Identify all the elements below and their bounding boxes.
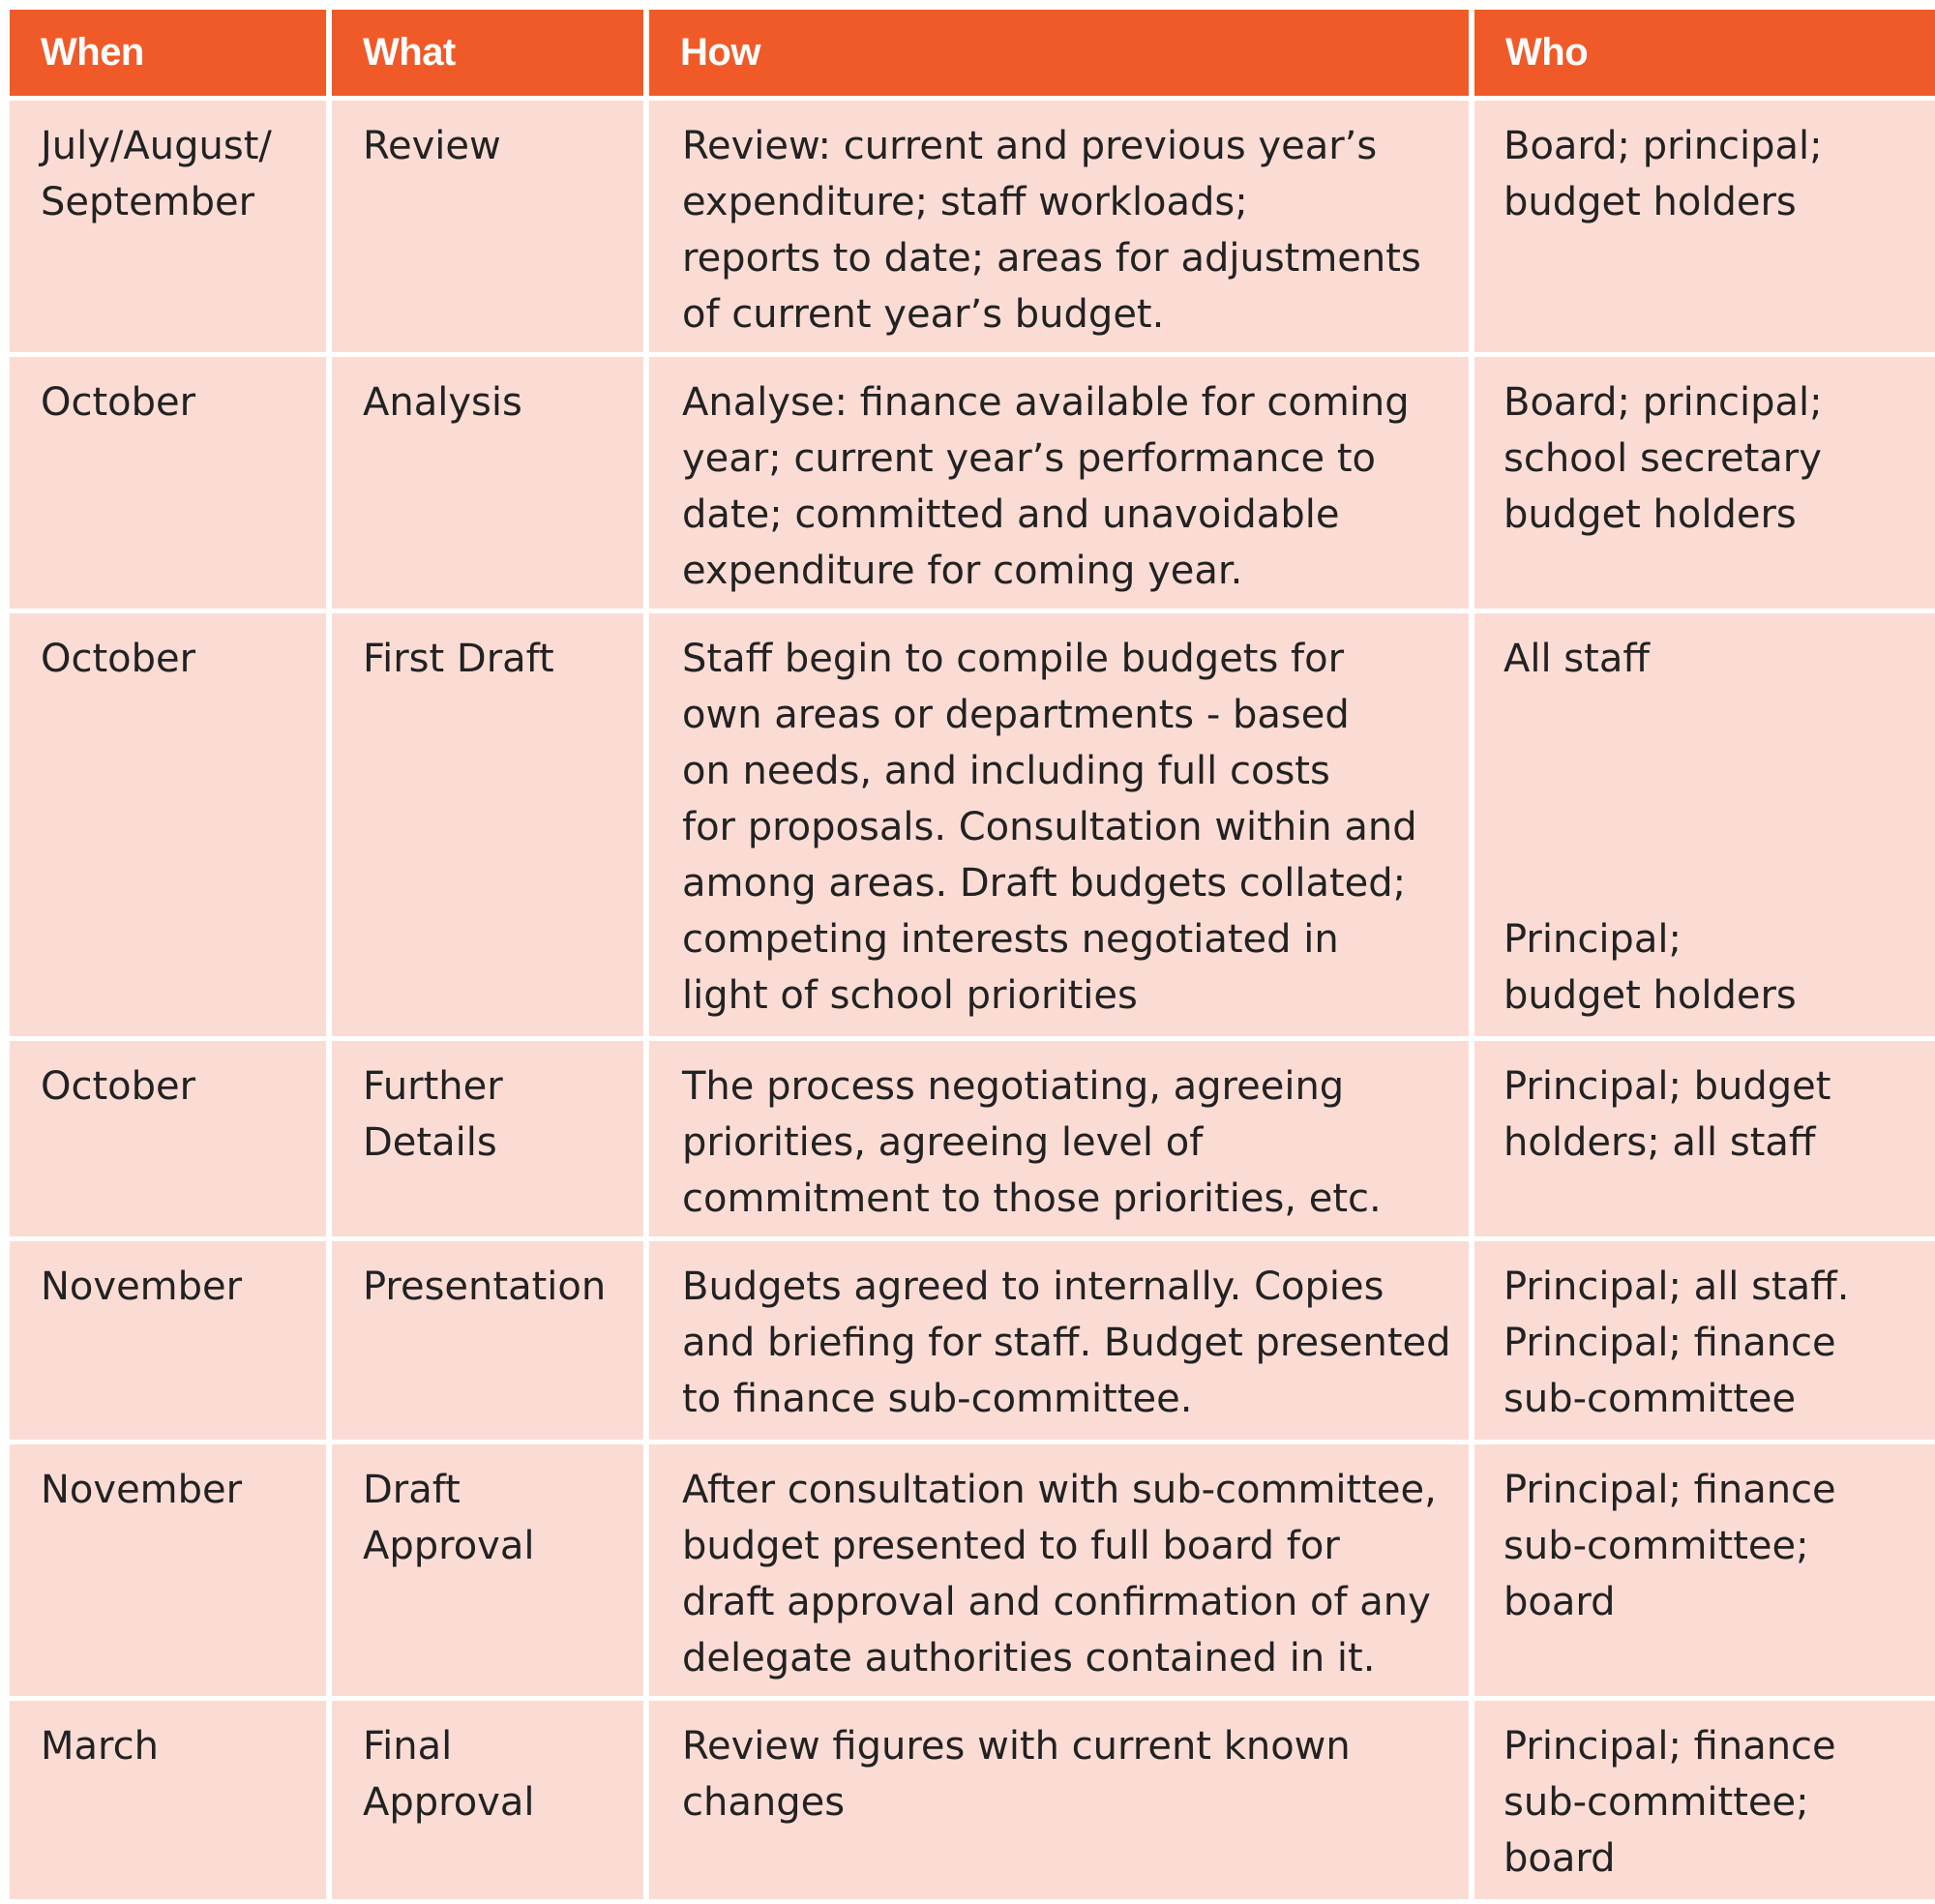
what-cell [332,613,643,1036]
table-row [10,1041,1935,1236]
cell-text: budget holders [1503,973,1797,1018]
cell-text: board [1503,1580,1616,1624]
cell-text: Presentation [363,1264,607,1309]
cell-text: for proposals. Consultation within and [682,805,1417,849]
table-row [10,613,1935,1036]
cell-text: reports to date; areas for adjustments [682,236,1421,281]
cell-text: sub-committee [1503,1377,1797,1421]
cell-text: and briefing for staff. Budget presented [682,1321,1451,1365]
cell-text: Staff begin to compile budgets for [682,637,1345,681]
when-cell [10,1041,326,1236]
cell-text: Review figures with current known [682,1724,1351,1769]
cell-text: expenditure for coming year. [682,549,1243,593]
cell-text: budget presented to full board for [682,1524,1340,1568]
how-cell [649,1444,1469,1696]
cell-gap [1503,687,1933,799]
cell-text: sub-committee; [1503,1524,1809,1568]
cell-text: budget holders [1503,492,1797,537]
what-cell [332,1444,643,1696]
cell-text: Principal; budget [1503,1064,1831,1109]
header-how: How [649,10,1469,96]
table-row [10,1701,1935,1899]
how-cell [649,1041,1469,1236]
cell-text: Draft [363,1468,461,1512]
cell-text: Review [363,124,501,168]
what-cell [332,1041,643,1236]
cell-text: After consultation with sub-committee, [682,1468,1437,1512]
table-row [10,101,1935,352]
cell-text: July/August/ [41,124,272,168]
budget-timeline-table [4,5,1935,1904]
cell-text: delegate authorities contained in it. [682,1636,1376,1681]
cell-text: expenditure; staff workloads; [682,180,1248,224]
cell-text: priorities, agreeing level of [682,1120,1204,1165]
cell-text: September [41,180,255,224]
cell-text: light of school priorities [682,973,1138,1018]
cell-text: Board; principal; [1503,380,1823,425]
cell-text: Principal; finance [1503,1468,1836,1512]
header-row [10,10,1935,96]
who-cell [1474,1241,1935,1440]
who-cell [1474,613,1935,1036]
what-cell [332,101,643,352]
cell-text: Board; principal; [1503,124,1823,168]
cell-text: October [41,380,196,425]
cell-text: Principal; all staff. [1503,1264,1850,1309]
cell-text: Principal; [1503,917,1682,962]
header-when: When [10,10,326,96]
cell-text: October [41,1064,196,1109]
cell-text: own areas or departments - based [682,693,1350,737]
cell-text: on needs, and including full costs [682,749,1330,793]
cell-text: November [41,1264,243,1309]
who-cell [1474,1701,1935,1899]
cell-text: competing interests negotiated in [682,917,1339,962]
cell-text: First Draft [363,637,554,681]
cell-text: November [41,1468,243,1512]
cell-text: of current year’s budget. [682,292,1165,337]
how-cell [649,613,1469,1036]
what-cell [332,1701,643,1899]
who-cell [1474,101,1935,352]
cell-text: year; current year’s performance to [682,436,1376,481]
cell-text: March [41,1724,159,1769]
cell-text: Final [363,1724,453,1769]
cell-text: holders; all staff [1503,1120,1816,1165]
cell-text: Approval [363,1780,535,1825]
who-cell [1474,357,1935,609]
how-cell [649,101,1469,352]
when-cell [10,101,326,352]
cell-text: Budgets agreed to internally. Copies [682,1264,1384,1309]
cell-text: Review: current and previous year’s [682,124,1378,168]
table-row [10,357,1935,609]
cell-text: Principal; finance [1503,1724,1836,1769]
table-body [10,101,1935,1899]
cell-text: Analyse: finance available for coming [682,380,1410,425]
when-cell [10,1241,326,1440]
when-cell [10,1444,326,1696]
budget-timeline-table-container [10,10,1925,1899]
cell-gap [1503,799,1933,911]
when-cell [10,357,326,609]
table-row [10,1444,1935,1696]
how-cell [649,1701,1469,1899]
cell-text: among areas. Draft budgets collated; [682,861,1407,906]
header-what: What [332,10,643,96]
who-cell [1474,1041,1935,1236]
cell-text: sub-committee; [1503,1780,1809,1825]
cell-text: All staff [1503,637,1650,681]
table-row [10,1241,1935,1440]
who-cell [1474,1444,1935,1696]
cell-text: Approval [363,1524,535,1568]
cell-text: Details [363,1120,497,1165]
how-cell [649,357,1469,609]
cell-text: commitment to those priorities, etc. [682,1176,1382,1221]
cell-text: date; committed and unavoidable [682,492,1340,537]
cell-text: changes [682,1780,846,1825]
cell-text: The process negotiating, agreeing [682,1064,1345,1109]
cell-text: board [1503,1836,1616,1881]
what-cell [332,357,643,609]
cell-text: budget holders [1503,180,1797,224]
cell-text: Analysis [363,380,522,425]
cell-text: draft approval and confirmation of any [682,1580,1431,1624]
cell-text: October [41,637,196,681]
cell-text: to finance sub-committee. [682,1377,1193,1421]
header-who: Who [1474,10,1935,96]
cell-text: Principal; finance [1503,1321,1836,1365]
when-cell [10,613,326,1036]
what-cell [332,1241,643,1440]
when-cell [10,1701,326,1899]
cell-text: Further [363,1064,503,1109]
how-cell [649,1241,1469,1440]
cell-text: school secretary [1503,436,1822,481]
table-header [10,10,1935,96]
